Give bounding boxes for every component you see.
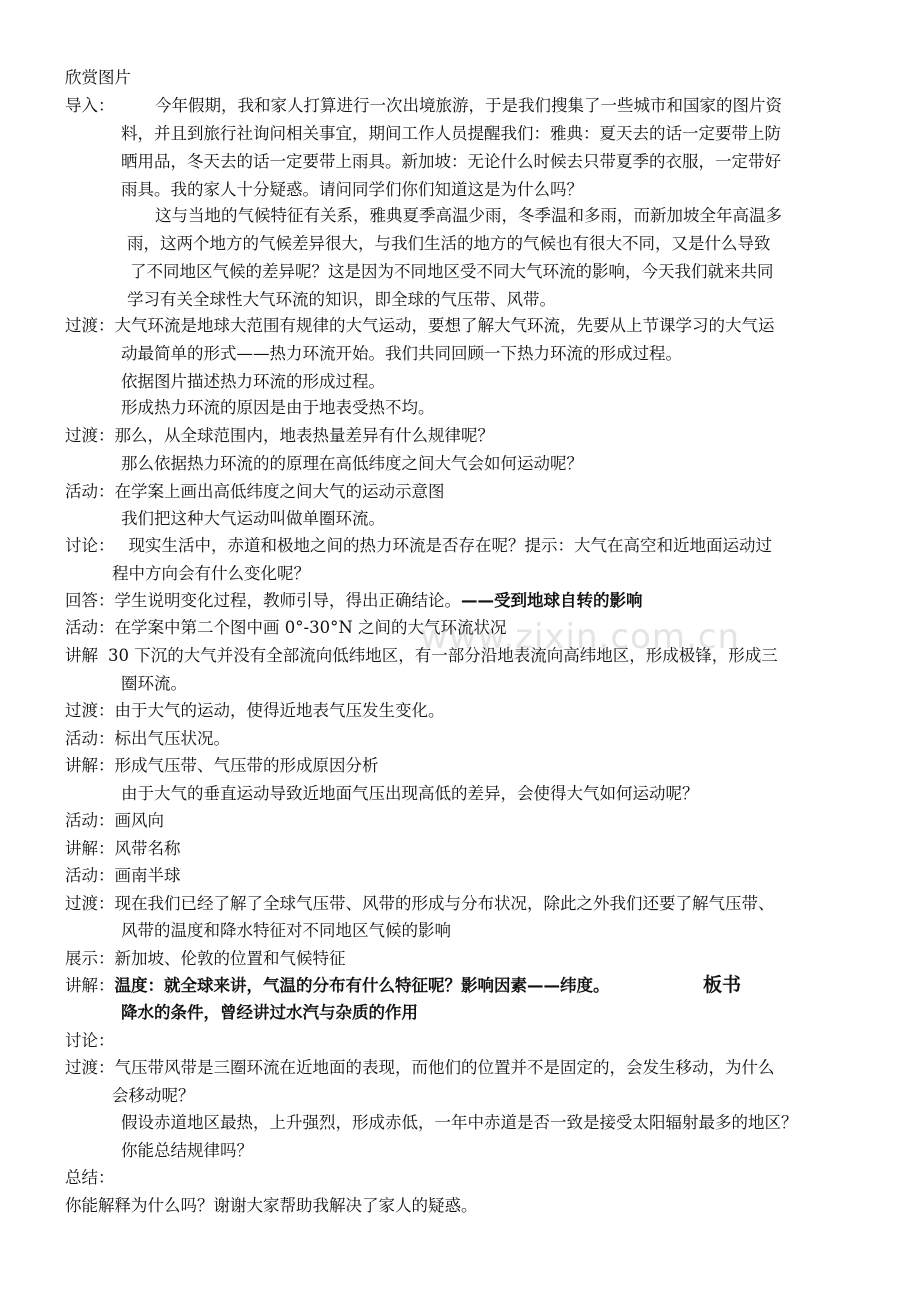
line-label: 讨论： (65, 1031, 115, 1050)
text-line: 这与当地的气候特征有关系，雅典夏季高温少雨，冬季温和多雨，而新加坡全年高温多 (155, 206, 782, 225)
text-line (121, 1005, 418, 1022)
text-line: 活动：画南半球 (65, 866, 181, 885)
text-line: 你能解释为什么吗？谢谢大家帮助我解决了家人的疑惑。 (65, 1196, 478, 1215)
text-line: 展示：新加坡、伦敦的位置和气候特征 (65, 949, 346, 968)
line-label: 展示： (65, 949, 115, 968)
text-line: 料，并且到旅行社询问相关事宜，期间工作人员提醒我们：雅典：夏天去的话一定要带上防 (121, 124, 781, 143)
text-line: 雨，这两个地方的气候差异很大，与我们生活的地方的气候也有很大不同，又是什么导致 (127, 234, 771, 253)
line-label: 活动： (65, 482, 115, 501)
line-label: 总结： (65, 1168, 115, 1187)
line-label: 活动： (65, 618, 115, 637)
watermark: www.zixin.com.cn (420, 617, 740, 657)
text-line: 过渡：气压带风带是三圈环流在近地面的表现，而他们的位置并不是固定的，会发生移动，为什么 (65, 1058, 775, 1077)
line-label: 活动： (65, 811, 115, 830)
text-line (65, 1170, 115, 1187)
text-line: 讲解：形成气压带、气压带的形成原因分析 (65, 756, 379, 775)
bold-conclusion: ——受到地球自转的影响 (461, 591, 643, 610)
text-line: 圈环流。 (121, 674, 187, 693)
line-label: 讨论： (65, 536, 115, 555)
text-line: 讲解：风带名称 (65, 839, 181, 858)
text-line (65, 1033, 115, 1050)
text-line: 活动：在学案中第二个图中画 0°-30°N 之间的大气环流状况 (65, 618, 507, 637)
line-label: 过渡： (65, 1058, 115, 1077)
text-line: 过渡：由于大气的运动，使得近地表气压发生变化。 (65, 701, 445, 720)
text-line: 过渡：大气环流是地球大范围有规律的大气运动，要想了解大气环流，先要从上节课学习的大气运 (65, 316, 775, 335)
text-line: 形成热力环流的原因是由于地表受热不均。 (121, 398, 435, 417)
text-line: 过渡：那么，从全球范围内，地表热量差异有什么规律呢？ (65, 426, 494, 445)
text-line: 雨具。我的家人十分疑惑。请问同学们你们知道这是为什么吗？ (121, 180, 583, 199)
line-label: 过渡： (65, 316, 115, 335)
line-label: 活动： (65, 729, 115, 748)
text-line: 会移动呢？ (112, 1086, 195, 1105)
text-line: 过渡：现在我们已经了解了全球气压带、风带的形成与分布状况，除此之外我们还要了解气压带、 (65, 894, 775, 913)
line-label: 导入： (65, 96, 115, 115)
text-line: 由于大气的垂直运动导致近地面气压出现高低的差异，会使得大气如何运动呢？ (121, 784, 699, 803)
text-line: 学习有关全球性大气环流的知识，即全球的气压带、风带。 (127, 290, 556, 309)
text-line: 我们把这种大气运动叫做单圈环流。 (121, 509, 385, 528)
heading-line: 欣赏图片 (65, 68, 131, 87)
line-label: 回答： (65, 591, 115, 610)
line-label: 讲解： (65, 839, 115, 858)
board-note: 板书 (703, 974, 742, 996)
text-line: 活动：标出气压状况。 (65, 729, 230, 748)
text-line: 晒用品，冬天去的话一定要带上雨具。新加坡：无论什么时候去只带夏季的衣服，一定带好 (121, 152, 781, 171)
line-label: 活动： (65, 866, 115, 885)
line-label: 过渡： (65, 426, 115, 445)
line-label: 讲解： (65, 756, 115, 775)
text-line: 回答：学生说明变化过程，教师引导，得出正确结论。——受到地球自转的影响 (65, 591, 643, 610)
text-line: 依据图片描述热力环流的形成过程。 (121, 372, 385, 391)
text-line: 动最简单的形式——热力环流开始。我们共同回顾一下热力环流的形成过程。 (121, 344, 682, 363)
text-line: 活动：在学案上画出高低纬度之间大气的运动示意图 (65, 482, 445, 501)
line-label: 讲解： (65, 976, 115, 995)
text-line: 风带的温度和降水特征对不同地区气候的影响 (121, 921, 451, 940)
text-line: 假设赤道地区最热，上升强烈，形成赤低，一年中赤道是否一致是接受太阳辐射最多的地区？ (121, 1113, 798, 1132)
text-line: 程中方向会有什么变化呢？ (112, 564, 310, 583)
text-line: 讨论： 现实生活中，赤道和极地之间的热力环流是否存在呢？提示：大气在高空和近地面运动过 (65, 536, 772, 555)
line-label: 过渡： (65, 701, 115, 720)
text-line: 那么依据热力环流的的原理在高低纬度之间大气会如何运动呢？ (121, 454, 583, 473)
text-line (65, 98, 115, 115)
line-label: 过渡： (65, 894, 115, 913)
text-line: 了不同地区气候的差异呢？这是因为不同地区受不同大气环流的影响，今天我们就来共同 (130, 262, 774, 281)
bold-text: 温度：就全球来讲，气温的分布有什么特征呢？影响因素——纬度。 (114, 976, 610, 995)
text-line: 讲解 30 下沉的大气并没有全部流向低纬地区，有一部分沿地表流向高纬地区，形成极锋，形成三 (65, 646, 778, 665)
text-line (65, 978, 610, 995)
line-label: 讲解 (65, 646, 98, 665)
text-line: 你能总结规律吗？ (121, 1141, 253, 1160)
text-line: 今年假期，我和家人打算进行一次出境旅游，于是我们搜集了一些城市和国家的图片资 (155, 96, 782, 115)
bold-text: 降水的条件，曾经讲过水汽与杂质的作用 (121, 1003, 418, 1022)
text-line: 活动：画风向 (65, 811, 164, 830)
